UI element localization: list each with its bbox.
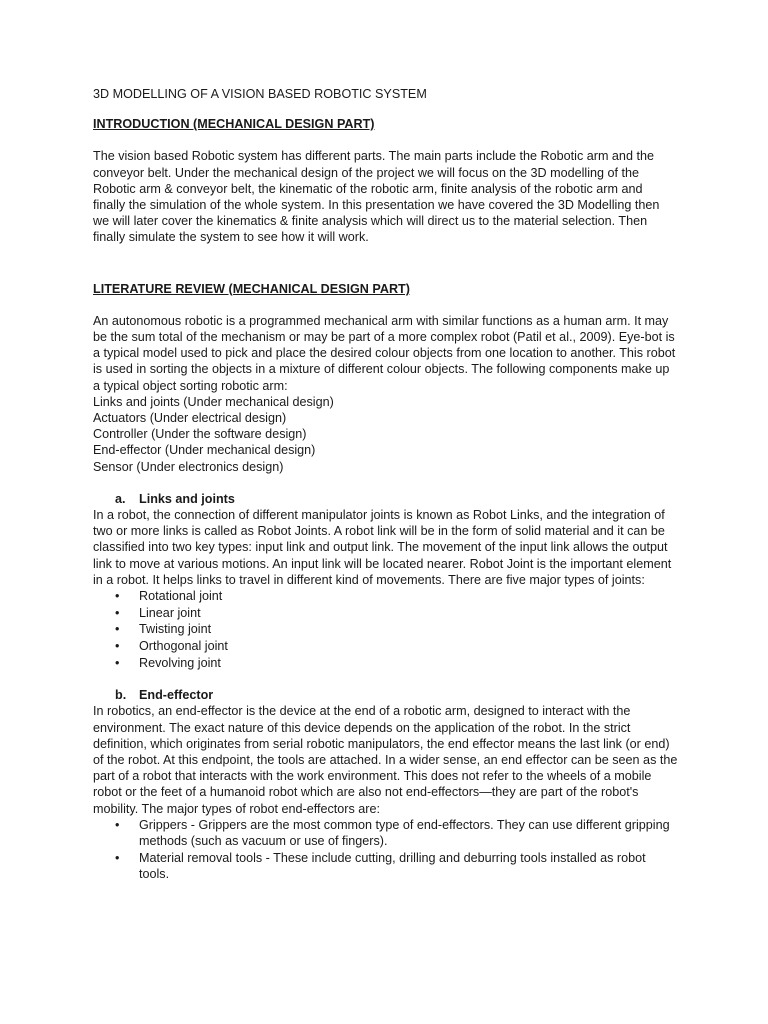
- literature-review-heading: LITERATURE REVIEW (MECHANICAL DESIGN PART): [93, 281, 410, 296]
- section-marker: b.: [115, 688, 127, 703]
- list-item: Links and joints (Under mechanical design): [93, 394, 334, 409]
- list-item: End-effector (Under mechanical design): [93, 443, 316, 458]
- list-item: [93, 605, 678, 621]
- end-effector-paragraph: In robotics, an end-effector is the device at the end of a robotic arm, designed to interact with the environment. The exact nature of this device depends on the application of the robot. In the strict definition, which originates from serial robotic manipulators, the end effector means the last link (or end) of the robot. At this endpoint, the tools are attached. In a wider sense, an end effector can be seen as the part of a robot that interacts with the work environment. This does not refer to the wheels of a mobile robot or the feet of a humanoid robot which are also not end-effectors—they are part of the robot's mobility. The major types of robot end-effectors are:: [93, 704, 678, 816]
- list-item: [93, 817, 678, 849]
- introduction-paragraph: The vision based Robotic system has different parts. The main parts include the Robotic arm and the conveyor belt. Under the mechanical design of the project we will focus on the 3D modelling of the Robotic arm & conveyor belt, the kinematic of the robotic arm, finite analysis of the robotic arm and finally the simulation of the whole system. In this presentation we have covered the 3D Modelling then we will later cover the kinematics & finite analysis which will direct us to the material selection. Then finally simulate the system to see how it will work.: [93, 149, 660, 245]
- bullet-icon: •: [115, 850, 120, 865]
- section-heading-text: Links and joints: [139, 491, 235, 506]
- literature-review-paragraph: An autonomous robotic is a programmed mechanical arm with similar functions as a human arm. It may be the sum total of the mechanism or may be part of a more complex robot (Patil et al., 2009). Eye-bot is a typical model used to pick and place the desired colour objects from one location to another. This robot is used in sorting the objects in a mixture of different colour objects. The following components make up a typical object sorting robotic arm:: [93, 313, 676, 393]
- list-item-text: Rotational joint: [139, 589, 223, 604]
- list-item: [93, 655, 678, 671]
- list-item: Controller (Under the software design): [93, 427, 307, 442]
- list-item: Actuators (Under electrical design): [93, 411, 287, 426]
- joint-types-list: [93, 588, 678, 671]
- introduction-heading: INTRODUCTION (MECHANICAL DESIGN PART): [93, 117, 375, 132]
- list-item-text: Linear joint: [139, 605, 201, 620]
- list-item: [93, 588, 678, 604]
- section-heading-text: End-effector: [139, 688, 214, 703]
- list-item-text: Grippers - Grippers are the most common type of end-effectors. They can use different gripping methods (such as vacuum or use of fingers).: [139, 817, 670, 848]
- links-and-joints-heading: [93, 491, 678, 507]
- list-item-text: Material removal tools - These include cutting, drilling and deburring tools installed as robot tools.: [139, 850, 646, 881]
- document-title: 3D MODELLING OF A VISION BASED ROBOTIC SYSTEM: [93, 87, 427, 101]
- end-effector-heading: [93, 687, 678, 703]
- bullet-icon: •: [115, 639, 120, 654]
- section-marker: a.: [115, 491, 126, 506]
- bullet-icon: •: [115, 817, 120, 832]
- list-item-text: Orthogonal joint: [139, 639, 228, 654]
- end-effector-types-list: [93, 817, 678, 882]
- bullet-icon: •: [115, 589, 120, 604]
- bullet-icon: •: [115, 655, 120, 670]
- list-item-text: Twisting joint: [139, 622, 212, 637]
- list-item-text: Revolving joint: [139, 655, 221, 670]
- list-item: [93, 621, 678, 637]
- section-spacer: [93, 262, 678, 281]
- bullet-icon: •: [115, 605, 120, 620]
- list-item: [93, 850, 678, 882]
- list-item: [93, 638, 678, 654]
- links-and-joints-paragraph: In a robot, the connection of different manipulator joints is known as Robot Links, and the integration of two or more links is called as Robot Joints. A robot link will be in the form of solid material and it can be classified into two key types: input link and output link. The movement of the input link allows the output link to move at various motions. An input link will be located nearer. Robot Joint is the important element in a robot. It helps links to travel in different kind of movements. There are five major types of joints:: [93, 508, 672, 587]
- bullet-icon: •: [115, 622, 120, 637]
- list-item: Sensor (Under electronics design): [93, 459, 284, 474]
- components-list: [93, 394, 678, 475]
